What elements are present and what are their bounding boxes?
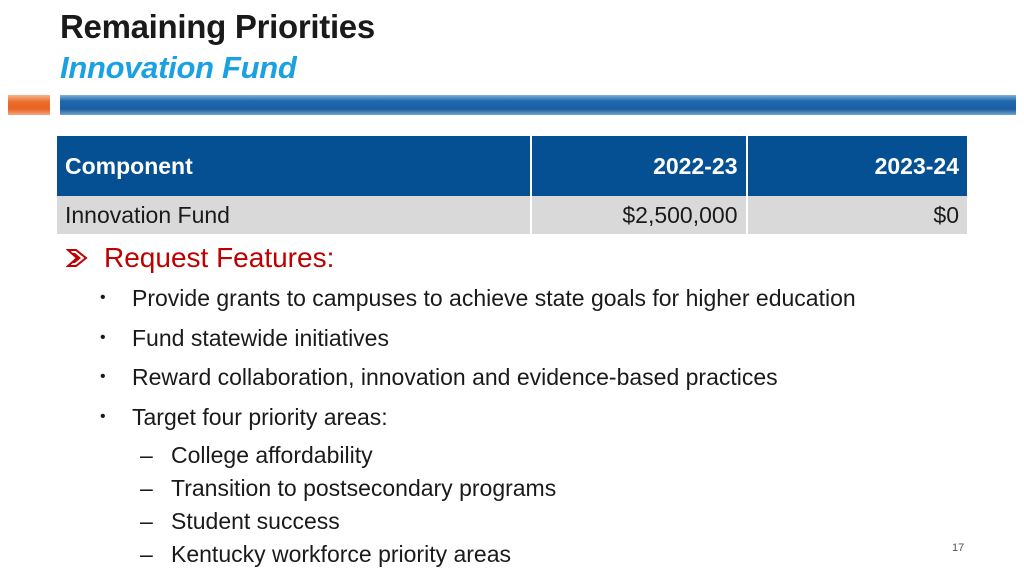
- page-number: 17: [952, 542, 965, 554]
- header-2022-23: 2022-23: [531, 136, 747, 196]
- list-item: [140, 539, 556, 572]
- bullet-text: Target four priority areas:: [132, 403, 388, 430]
- sub-bullet-text: Kentucky workforce priority areas: [171, 541, 512, 567]
- blue-accent-bar: [60, 95, 1016, 115]
- sub-bullet-text: College affordability: [171, 442, 373, 468]
- list-item: [100, 322, 856, 362]
- dash-bullet-icon: –: [140, 541, 153, 567]
- cell-2022-23: $2,500,000: [531, 196, 747, 234]
- list-item: [140, 506, 556, 539]
- arrow-bullet-icon: [66, 247, 92, 269]
- request-features-heading: [66, 242, 334, 274]
- bullet-text: Fund statewide initiatives: [132, 324, 389, 351]
- table-header-row: [57, 136, 967, 196]
- list-item: [100, 361, 856, 401]
- list-item: [100, 282, 856, 322]
- bullet-dot-icon: •: [100, 368, 106, 385]
- orange-accent-bar: [8, 95, 50, 115]
- dash-bullet-icon: –: [140, 508, 153, 534]
- cell-component: Innovation Fund: [57, 196, 531, 234]
- slide-title: Remaining Priorities: [60, 8, 375, 45]
- request-features-label: Request Features:: [104, 242, 335, 273]
- feature-bullet-list: [100, 282, 856, 440]
- bullet-text: Reward collaboration, innovation and evidence-based practices: [132, 364, 778, 390]
- priority-areas-list: [140, 440, 556, 572]
- table-row: [57, 196, 967, 234]
- list-item: [140, 440, 556, 473]
- header-component: Component: [57, 136, 531, 196]
- bullet-dot-icon: •: [100, 328, 106, 346]
- list-item: [140, 473, 556, 506]
- cell-2023-24: $0: [747, 196, 968, 234]
- sub-bullet-text: Transition to postsecondary programs: [171, 475, 557, 501]
- budget-table: [57, 136, 967, 234]
- sub-bullet-text: Student success: [171, 508, 340, 534]
- list-item: [100, 401, 856, 441]
- bullet-dot-icon: •: [100, 289, 106, 306]
- dash-bullet-icon: –: [140, 475, 153, 501]
- bullet-text: Provide grants to campuses to achieve state goals for higher education: [132, 285, 856, 311]
- header-2023-24: 2023-24: [747, 136, 968, 196]
- slide-subtitle: Innovation Fund: [60, 50, 297, 85]
- dash-bullet-icon: –: [140, 442, 153, 468]
- bullet-dot-icon: •: [100, 407, 106, 425]
